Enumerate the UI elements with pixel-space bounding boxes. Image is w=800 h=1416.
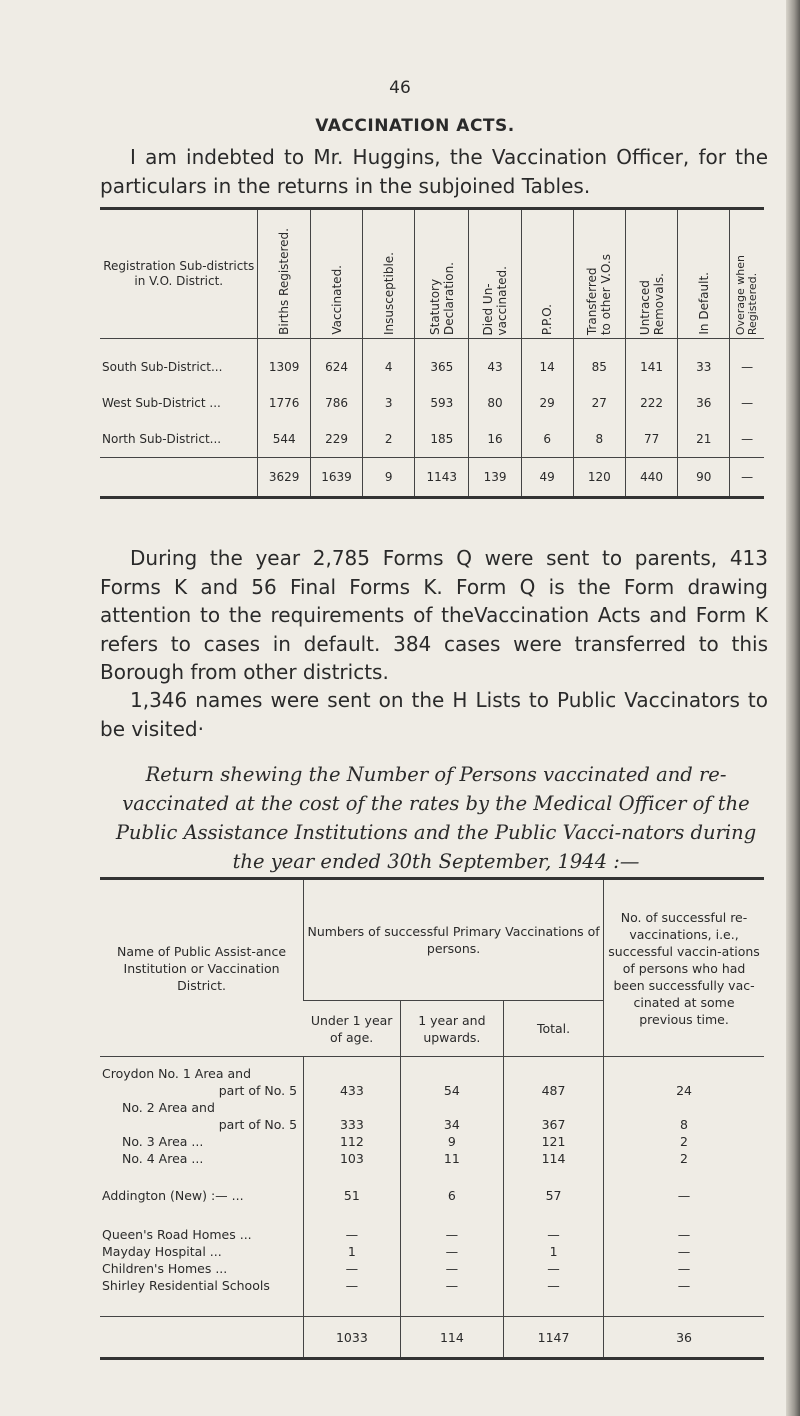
table-cell: 367 (504, 1116, 604, 1133)
table-cell (400, 1099, 503, 1116)
table-cell: 121 (504, 1133, 604, 1150)
table-cell: 80 (469, 385, 521, 421)
table-cell (100, 1317, 304, 1359)
spacer-row (100, 1294, 764, 1317)
table-cell: 2 (363, 421, 415, 458)
table-row (100, 385, 764, 421)
table-row (100, 421, 764, 458)
table-cell: — (504, 1277, 604, 1294)
table-cell: — (604, 1243, 764, 1260)
col-statutory-declaration: Statutory Declaration. (427, 262, 456, 335)
table-row (100, 1057, 764, 1083)
table-cell: 2 (604, 1133, 764, 1150)
table-cell (400, 1057, 503, 1083)
under-1-header: Under 1 year of age. (304, 1001, 401, 1057)
col-overage: Overage when Registered. (734, 254, 760, 335)
table-cell: 365 (415, 339, 469, 386)
table-cell: 57 (504, 1167, 604, 1204)
institution-header: Name of Public Assist-ance Institution or Vaccination District. (100, 879, 304, 1057)
return-caption: Return shewing the Number of Persons vaccinated and re-vaccinated at the cost of the rates by the Medical Officer of the Public Assistance Institutions and the Public Vacci-nators during the year ended 30th September, 1944 :— (115, 763, 757, 873)
total-cell: 90 (678, 458, 730, 498)
table-cell: — (730, 421, 764, 458)
table-cell: 4 (363, 339, 415, 386)
table-cell: 77 (625, 421, 677, 458)
table-cell (604, 1099, 764, 1116)
subdistrict-name: South Sub-District... (102, 360, 223, 374)
table-row (100, 1277, 764, 1294)
institution-name: part of No. 5 (218, 1083, 298, 1098)
institution-name: Addington (New) :— ... (102, 1188, 244, 1203)
table-cell: 103 (304, 1150, 401, 1167)
table-cell: 14 (521, 339, 573, 386)
table-cell: 11 (400, 1150, 503, 1167)
table-row (100, 1243, 764, 1260)
total-cell: — (730, 458, 764, 498)
table-cell: 85 (573, 339, 625, 386)
total-cell: 440 (625, 458, 677, 498)
table-cell: 8 (604, 1116, 764, 1133)
table-row (100, 1167, 764, 1204)
total-cell: 36 (604, 1317, 764, 1359)
vaccination-returns-table (100, 207, 764, 499)
table-cell: — (400, 1243, 503, 1260)
table-cell (304, 1057, 401, 1083)
table-cell: 2 (604, 1150, 764, 1167)
table-cell: 54 (400, 1082, 503, 1099)
total-cell: 3629 (258, 458, 310, 498)
institution-name: Shirley Residential Schools (102, 1278, 270, 1293)
table-cell: — (400, 1260, 503, 1277)
revaccinations-header: No. of successful re-vaccinations, i.e., successful vaccin-ations of persons who had been successfully vac-cinated at some previous time. (604, 879, 764, 1057)
table-cell: — (504, 1204, 604, 1243)
table-cell: 229 (310, 421, 362, 458)
table-cell: 9 (400, 1133, 503, 1150)
table-cell: 6 (400, 1167, 503, 1204)
table-row (100, 1099, 764, 1116)
table-cell: 51 (304, 1167, 401, 1204)
primary-vaccinations-header: Numbers of successful Primary Vaccinations of persons. (304, 879, 604, 1001)
table-cell: 544 (258, 421, 310, 458)
table-cell: — (504, 1260, 604, 1277)
table-row (100, 1116, 764, 1133)
table-cell: 29 (521, 385, 573, 421)
table-cell (604, 1057, 764, 1083)
total-cell: 1033 (304, 1317, 401, 1359)
institution-name: Queen's Road Homes ... (102, 1227, 252, 1242)
total-cell: 9 (363, 458, 415, 498)
table-cell (100, 458, 258, 498)
public-vaccinators-table (100, 877, 764, 1360)
col-untraced-removals: Untraced Removals. (637, 272, 666, 335)
table-cell: 487 (504, 1082, 604, 1099)
h-lists-paragraph: 1,346 names were sent on the H Lists to Public Vaccinators to be visited· (100, 688, 768, 741)
table-cell (304, 1099, 401, 1116)
page-number: 46 (389, 78, 411, 98)
table-cell: 114 (504, 1150, 604, 1167)
institution-name: part of No. 5 (218, 1117, 298, 1132)
table-cell: — (604, 1167, 764, 1204)
total-row (100, 1317, 764, 1359)
table-cell: — (304, 1260, 401, 1277)
table-cell: 1 (304, 1243, 401, 1260)
table-row (100, 1133, 764, 1150)
table-row (100, 1204, 764, 1243)
col-transferred: Transferred to other V.O.s (585, 253, 614, 335)
table-cell: — (604, 1204, 764, 1243)
subdistrict-name: West Sub-District ... (102, 396, 221, 410)
total-cell: 1147 (504, 1317, 604, 1359)
table-cell: — (730, 385, 764, 421)
table-cell: — (400, 1277, 503, 1294)
table-row (100, 339, 764, 386)
table-row (100, 1150, 764, 1167)
table-cell: 433 (304, 1082, 401, 1099)
table-cell: — (304, 1277, 401, 1294)
table-cell: 6 (521, 421, 573, 458)
table-cell: 1 (504, 1243, 604, 1260)
forms-paragraph: During the year 2,785 Forms Q were sent to parents, 413 Forms K and 56 Final Forms K. Form Q is the Form drawing attention to the requirements of theVaccination Acts and Form K refers to cases in default. 384 cases were transferred to this Borough from other districts. (100, 546, 768, 684)
total-cell: 1143 (415, 458, 469, 498)
intro-paragraph: I am indebted to Mr. Huggins, the Vaccination Officer, for the particulars in the returns in the subjoined Tables. (100, 145, 768, 198)
table-cell: 786 (310, 385, 362, 421)
subdistrict-header: Registration Sub-districts in V.O. District. (100, 209, 258, 339)
table-cell: 624 (310, 339, 362, 386)
table-cell: 1309 (258, 339, 310, 386)
table-cell: 24 (604, 1082, 764, 1099)
1-year-upwards-header: 1 year and upwards. (400, 1001, 503, 1057)
table-cell: 34 (400, 1116, 503, 1133)
col-insusceptible: Insusceptible. (381, 251, 396, 335)
table-cell: — (304, 1204, 401, 1243)
total-cell: 49 (521, 458, 573, 498)
total-header: Total. (504, 1001, 604, 1057)
table-cell: 16 (469, 421, 521, 458)
total-cell: 120 (573, 458, 625, 498)
total-cell: 139 (469, 458, 521, 498)
col-in-default: In Default. (696, 272, 711, 335)
table-cell: 222 (625, 385, 677, 421)
book-spine-shadow (786, 0, 800, 1416)
table-cell (504, 1057, 604, 1083)
table-cell: — (604, 1277, 764, 1294)
table-row (100, 1260, 764, 1277)
subdistrict-name: North Sub-District... (102, 432, 222, 446)
col-died-unvaccinated: Died Un- vaccinated. (481, 265, 510, 335)
col-vaccinated: Vaccinated. (329, 265, 344, 335)
institution-name: Children's Homes ... (102, 1261, 228, 1276)
table-cell: 333 (304, 1116, 401, 1133)
institution-name: No. 2 Area and (122, 1100, 215, 1115)
total-cell: 114 (400, 1317, 503, 1359)
table-cell: 8 (573, 421, 625, 458)
table-row (100, 1082, 764, 1099)
table-cell: 33 (678, 339, 730, 386)
section-heading: VACCINATION ACTS. (315, 116, 515, 136)
institution-name: Croydon No. 1 Area and (102, 1066, 252, 1081)
institution-name: No. 4 Area ... (122, 1151, 204, 1166)
table-cell: — (400, 1204, 503, 1243)
table-cell: 141 (625, 339, 677, 386)
col-births-registered: Births Registered. (277, 228, 292, 335)
institution-name: Mayday Hospital ... (102, 1244, 222, 1259)
table-cell: — (604, 1260, 764, 1277)
table-cell: 36 (678, 385, 730, 421)
institution-name: No. 3 Area ... (122, 1134, 204, 1149)
table-cell: — (730, 339, 764, 386)
table-cell: 593 (415, 385, 469, 421)
table-cell: 27 (573, 385, 625, 421)
table-cell: 1776 (258, 385, 310, 421)
col-ppo: P.P.O. (540, 303, 555, 335)
total-cell: 1639 (310, 458, 362, 498)
table-cell: 43 (469, 339, 521, 386)
table-cell (504, 1099, 604, 1116)
table-cell: 21 (678, 421, 730, 458)
total-row (100, 458, 764, 498)
table-cell: 112 (304, 1133, 401, 1150)
table-cell: 185 (415, 421, 469, 458)
table-cell: 3 (363, 385, 415, 421)
